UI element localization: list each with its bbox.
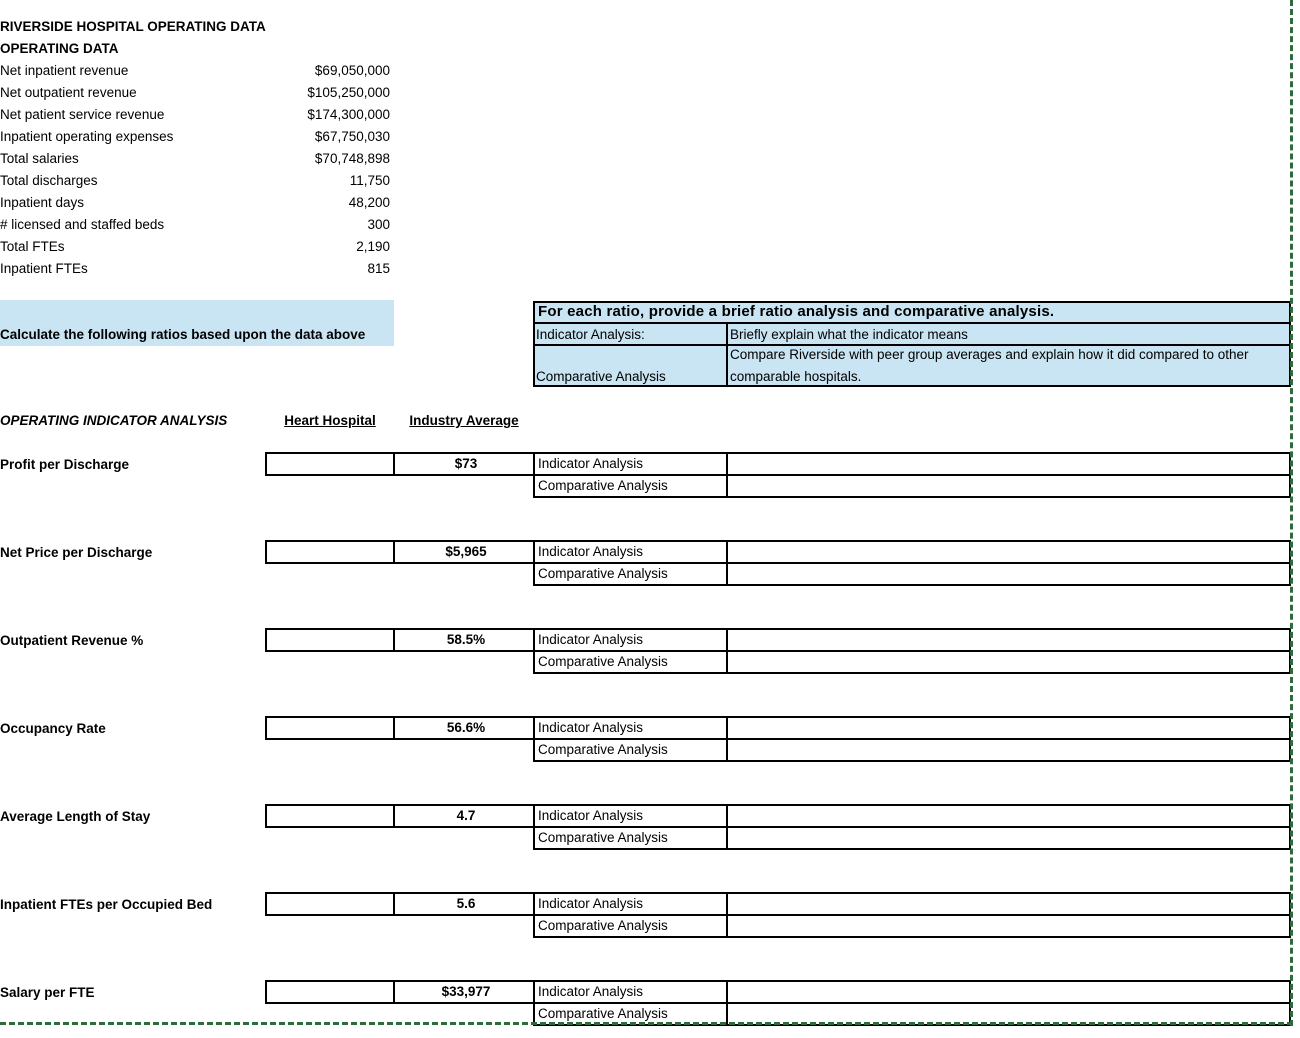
data-label[interactable]: Total salaries [0, 151, 79, 166]
comparative-analysis-input[interactable] [726, 826, 1291, 850]
comparative-analysis-label: Comparative Analysis [538, 566, 668, 581]
hospital-value-cell[interactable] [265, 540, 395, 564]
comparative-analysis-label: Comparative Analysis [538, 918, 668, 933]
indicator-analysis-input[interactable] [726, 452, 1291, 476]
industry-average-value: 5.6 [456, 896, 476, 911]
comparative-analysis-label: Comparative Analysis [538, 830, 668, 845]
industry-average-cell[interactable] [393, 716, 535, 740]
indicator-name: Salary per FTE [0, 985, 95, 1000]
comparative-analysis-input[interactable] [726, 474, 1291, 498]
data-label[interactable]: Net outpatient revenue [0, 85, 137, 100]
indicator-analysis-input[interactable] [726, 716, 1291, 740]
indicator-analysis-input[interactable] [726, 540, 1291, 564]
comparative-analysis-input[interactable] [726, 914, 1291, 938]
industry-average-cell[interactable] [393, 980, 535, 1004]
indicator-name: Profit per Discharge [0, 457, 130, 472]
sheet-title: RIVERSIDE HOSPITAL OPERATING DATA [0, 19, 266, 34]
indicator-analysis-label-cell [533, 540, 728, 564]
indicator-analysis-label-cell [533, 804, 728, 828]
indicator-analysis-input[interactable] [726, 980, 1291, 1004]
analysis-section-title: OPERATING INDICATOR ANALYSIS [0, 413, 228, 428]
industry-average-value: 56.6% [446, 720, 486, 735]
hospital-value-cell[interactable] [265, 628, 395, 652]
indicator-analysis-label-cell [533, 980, 728, 1004]
indicator-name: Inpatient FTEs per Occupied Bed [0, 897, 213, 912]
comparative-analysis-label: Comparative Analysis [538, 654, 668, 669]
data-label[interactable]: Inpatient FTEs [0, 261, 88, 276]
hospital-value-cell[interactable] [265, 980, 395, 1004]
comparative-analysis-label: Comparative Analysis [538, 1006, 668, 1021]
comparative-analysis-label-cell [533, 650, 728, 674]
comparative-analysis-description-cont[interactable]: comparable hospitals. [730, 369, 862, 384]
col-header-industry: Industry Average [409, 413, 519, 428]
comparative-analysis-label: Comparative Analysis [538, 742, 668, 757]
industry-average-cell[interactable] [393, 892, 535, 916]
comparative-analysis-label-cell [533, 914, 728, 938]
indicator-analysis-label: Indicator Analysis [538, 632, 644, 647]
indicator-analysis-input[interactable] [726, 628, 1291, 652]
hospital-value-cell[interactable] [265, 892, 395, 916]
data-label[interactable]: Total FTEs [0, 239, 65, 254]
data-value[interactable]: 2,190 [356, 239, 390, 254]
indicator-analysis-label: Indicator Analysis [538, 896, 644, 911]
data-label[interactable]: Inpatient days [0, 195, 85, 210]
indicator-analysis-input[interactable] [726, 892, 1291, 916]
industry-average-value: 58.5% [446, 632, 486, 647]
indicator-analysis-description[interactable]: Briefly explain what the indicator means [730, 327, 968, 342]
instruction-box-title: For each ratio, provide a brief ratio analysis and comparative analysis. [538, 303, 1055, 320]
indicator-analysis-label-cell [533, 628, 728, 652]
indicator-name: Average Length of Stay [0, 809, 151, 824]
industry-average-value: $5,965 [445, 544, 487, 559]
indicator-name: Net Price per Discharge [0, 545, 153, 560]
instruction-col-divider [726, 322, 728, 387]
industry-average-cell[interactable] [393, 804, 535, 828]
data-label[interactable]: Total discharges [0, 173, 98, 188]
data-value[interactable]: $105,250,000 [307, 85, 390, 100]
indicator-analysis-label: Indicator Analysis [538, 720, 644, 735]
data-value[interactable]: $67,750,030 [314, 129, 390, 144]
comparative-analysis-header[interactable]: Comparative Analysis [536, 369, 666, 384]
indicator-analysis-label: Indicator Analysis [538, 544, 644, 559]
page-break-vertical [1290, 0, 1293, 1026]
comparative-analysis-description[interactable]: Compare Riverside with peer group averages and explain how it did compared to other [730, 347, 1249, 362]
col-header-hospital: Heart Hospital [284, 413, 376, 428]
calculate-instruction: Calculate the following ratios based upon the data above [0, 327, 366, 342]
data-value[interactable]: 815 [367, 261, 390, 276]
sheet-subtitle: OPERATING DATA [0, 41, 119, 56]
industry-average-cell[interactable] [393, 452, 535, 476]
indicator-analysis-label: Indicator Analysis [538, 984, 644, 999]
data-value[interactable]: $70,748,898 [314, 151, 390, 166]
comparative-analysis-input[interactable] [726, 738, 1291, 762]
indicator-name: Outpatient Revenue % [0, 633, 144, 648]
indicator-analysis-input[interactable] [726, 804, 1291, 828]
comparative-analysis-label-cell [533, 738, 728, 762]
indicator-analysis-label-cell [533, 892, 728, 916]
indicator-name: Occupancy Rate [0, 721, 106, 736]
comparative-analysis-label-cell [533, 826, 728, 850]
data-label[interactable]: Net inpatient revenue [0, 63, 129, 78]
indicator-analysis-label: Indicator Analysis [538, 808, 644, 823]
page-break-horizontal [0, 1022, 1293, 1025]
data-value[interactable]: $174,300,000 [307, 107, 390, 122]
data-value[interactable]: $69,050,000 [314, 63, 390, 78]
comparative-analysis-label-cell [533, 562, 728, 586]
industry-average-value: $33,977 [441, 984, 491, 999]
industry-average-cell[interactable] [393, 628, 535, 652]
data-label[interactable]: # licensed and staffed beds [0, 217, 165, 232]
hospital-value-cell[interactable] [265, 804, 395, 828]
comparative-analysis-label: Comparative Analysis [538, 478, 668, 493]
industry-average-cell[interactable] [393, 540, 535, 564]
indicator-analysis-header[interactable]: Indicator Analysis: [536, 327, 645, 342]
indicator-analysis-label-cell [533, 716, 728, 740]
data-label[interactable]: Inpatient operating expenses [0, 129, 174, 144]
hospital-value-cell[interactable] [265, 452, 395, 476]
industry-average-value: $73 [454, 456, 478, 471]
data-value[interactable]: 48,200 [348, 195, 390, 210]
comparative-analysis-input[interactable] [726, 650, 1291, 674]
comparative-analysis-label-cell [533, 474, 728, 498]
data-value[interactable]: 300 [367, 217, 390, 232]
indicator-analysis-label-cell [533, 452, 728, 476]
industry-average-value: 4.7 [456, 808, 476, 823]
data-label[interactable]: Net patient service revenue [0, 107, 165, 122]
hospital-value-cell[interactable] [265, 716, 395, 740]
indicator-analysis-label: Indicator Analysis [538, 456, 644, 471]
data-value[interactable]: 11,750 [349, 173, 390, 188]
comparative-analysis-input[interactable] [726, 562, 1291, 586]
